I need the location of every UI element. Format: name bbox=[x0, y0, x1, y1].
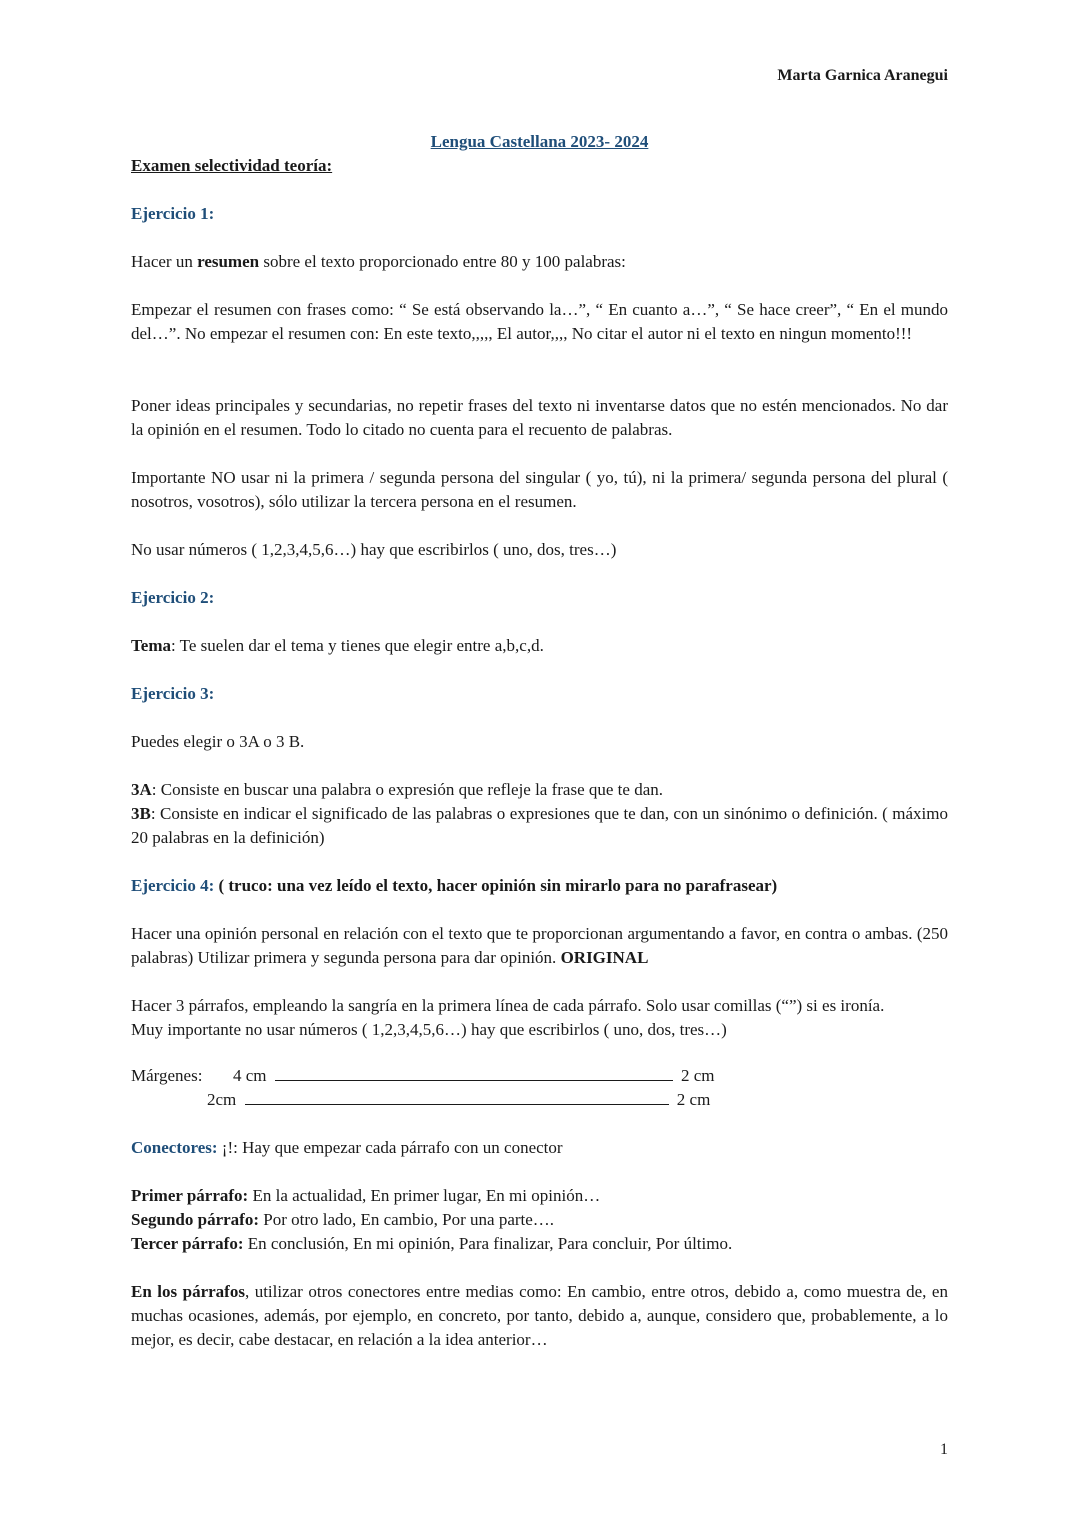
exercise-4-format-line-1: Hacer 3 párrafos, empleando la sangría en la primera línea de cada párrafo. Solo usar comillas (“”) si es ironía. bbox=[131, 996, 885, 1015]
exercise-1-paragraph-ideas: Poner ideas principales y secundarias, no repetir frases del texto ni inventarse datos que no estén mencionados. No dar la opinión en el resumen. Todo lo citado no cuenta para el recuento de palabras. bbox=[131, 396, 948, 439]
margins-label: Márgenes: bbox=[131, 1066, 203, 1085]
connectors-second-label: Segundo párrafo: bbox=[131, 1210, 259, 1229]
connectors-middle-label: En los párrafos bbox=[131, 1282, 245, 1301]
exercise-3b bbox=[131, 802, 948, 850]
exercise-4-heading-line bbox=[131, 874, 948, 898]
exercise-4-opinion-text: Hacer una opinión personal en relación con el texto que te proporcionan argumentando a favor, en contra o ambas. (250 palabras) Utilizar primera y segunda persona para dar opinión. bbox=[131, 924, 948, 967]
connectors-second bbox=[131, 1208, 948, 1232]
connectors-middle-paragraph bbox=[131, 1280, 948, 1352]
exercise-1-intro-bold: resumen bbox=[197, 252, 260, 271]
exercise-4-paragraph-opinion bbox=[131, 922, 948, 970]
margins-row-2-rule bbox=[245, 1090, 669, 1105]
exercise-3-choice: Puedes elegir o 3A o 3 B. bbox=[131, 732, 305, 751]
connectors-list bbox=[131, 1184, 948, 1256]
margins-row-2-right: 2 cm bbox=[676, 1090, 711, 1109]
exercise-1-intro-pre: Hacer un bbox=[131, 252, 198, 271]
exercise-3b-label: 3B bbox=[131, 804, 151, 823]
exercise-1-heading: Ejercicio 1: bbox=[131, 204, 215, 223]
connectors-third-label: Tercer párrafo: bbox=[131, 1234, 244, 1253]
exercise-2-theme bbox=[131, 634, 948, 658]
exam-heading: Examen selectividad teoría: bbox=[131, 156, 333, 175]
exercise-2-theme-text: : Te suelen dar el tema y tienes que elegir entre a,b,c,d. bbox=[171, 636, 544, 655]
exercise-3b-text: : Consiste en indicar el significado de las palabras o expresiones que te dan, con un sinónimo o definición. ( máximo 20 palabras en la definición) bbox=[131, 804, 948, 847]
exercise-4-format-line-2: Muy importante no usar números ( 1,2,3,4,5,6…) hay que escribirlos ( uno, dos, tres…) bbox=[131, 1020, 727, 1039]
exercise-3-heading: Ejercicio 3: bbox=[131, 684, 215, 703]
exercise-4-original: ORIGINAL bbox=[560, 948, 649, 967]
margins-row-2-left: 2cm bbox=[207, 1090, 237, 1109]
margins-row-1 bbox=[131, 1064, 715, 1088]
connectors-third bbox=[131, 1232, 948, 1256]
connectors-heading-line bbox=[131, 1136, 948, 1160]
exercise-2-heading: Ejercicio 2: bbox=[131, 588, 215, 607]
exercise-1-paragraph-start-phrases: Empezar el resumen con frases como: “ Se está observando la…”, “ En cuanto a…”, “ Se hace creer”, “ En el mundo del…”. No empezar el resumen con: En este texto,,,,, El autor,,,, No citar el autor ni el texto en ningun momento!!! bbox=[131, 300, 948, 343]
connectors-first-text: En la actualidad, En primer lugar, En mi opinión… bbox=[248, 1186, 601, 1205]
connectors-middle-text: , utilizar otros conectores entre medias como: En cambio, entre otros, debido a, como muestra de, en muchas ocasiones, además, por ejemplo, en concreto, por tanto, debido a, aunque, considero que, probablemente, a lo mejor, es decir, cabe destacar, en relación a la idea anterior… bbox=[131, 1282, 948, 1349]
exercise-3a-label: 3A bbox=[131, 780, 152, 799]
exercise-1-intro bbox=[131, 250, 948, 274]
connectors-first-label: Primer párrafo: bbox=[131, 1186, 249, 1205]
connectors-heading: Conectores: bbox=[131, 1138, 218, 1157]
connectors-intro: ¡!: Hay que empezar cada párrafo con un conector bbox=[217, 1138, 563, 1157]
document-title: Lengua Castellana 2023- 2024 bbox=[430, 132, 649, 151]
exercise-1-paragraph-numbers: No usar números ( 1,2,3,4,5,6…) hay que escribirlos ( uno, dos, tres…) bbox=[131, 540, 617, 559]
page-number: 1 bbox=[940, 1441, 948, 1458]
exercise-3a bbox=[131, 778, 948, 802]
margins-row-2 bbox=[207, 1088, 710, 1112]
exercise-1-intro-post: sobre el texto proporcionado entre 80 y 100 palabras: bbox=[259, 252, 626, 271]
connectors-first bbox=[131, 1184, 948, 1208]
document-page bbox=[131, 0, 948, 1525]
connectors-second-text: Por otro lado, En cambio, Por una parte…. bbox=[258, 1210, 555, 1229]
margins-row-1-left: 4 cm bbox=[232, 1066, 267, 1085]
exercise-3a-text: : Consiste en buscar una palabra o expresión que refleje la frase que te dan. bbox=[151, 780, 663, 799]
connectors-third-text: En conclusión, En mi opinión, Para finalizar, Para concluir, Por último. bbox=[243, 1234, 733, 1253]
margins-row-1-right: 2 cm bbox=[680, 1066, 715, 1085]
exercise-4-tip: ( truco: una vez leído el texto, hacer opinión sin mirarlo para no parafrasear) bbox=[214, 876, 778, 895]
margins-row-1-rule bbox=[275, 1066, 673, 1081]
author-name: Marta Garnica Aranegui bbox=[777, 67, 948, 84]
exercise-4-heading: Ejercicio 4: bbox=[131, 876, 215, 895]
exercise-3-options bbox=[131, 778, 948, 850]
exercise-4-paragraph-format bbox=[131, 994, 948, 1042]
exercise-1-paragraph-person: Importante NO usar ni la primera / segunda persona del singular ( yo, tú), ni la primera/ segunda persona del plural ( nosotros, vosotros), sólo utilizar la tercera persona en el resumen. bbox=[131, 468, 948, 511]
exercise-2-theme-label: Tema bbox=[131, 636, 171, 655]
